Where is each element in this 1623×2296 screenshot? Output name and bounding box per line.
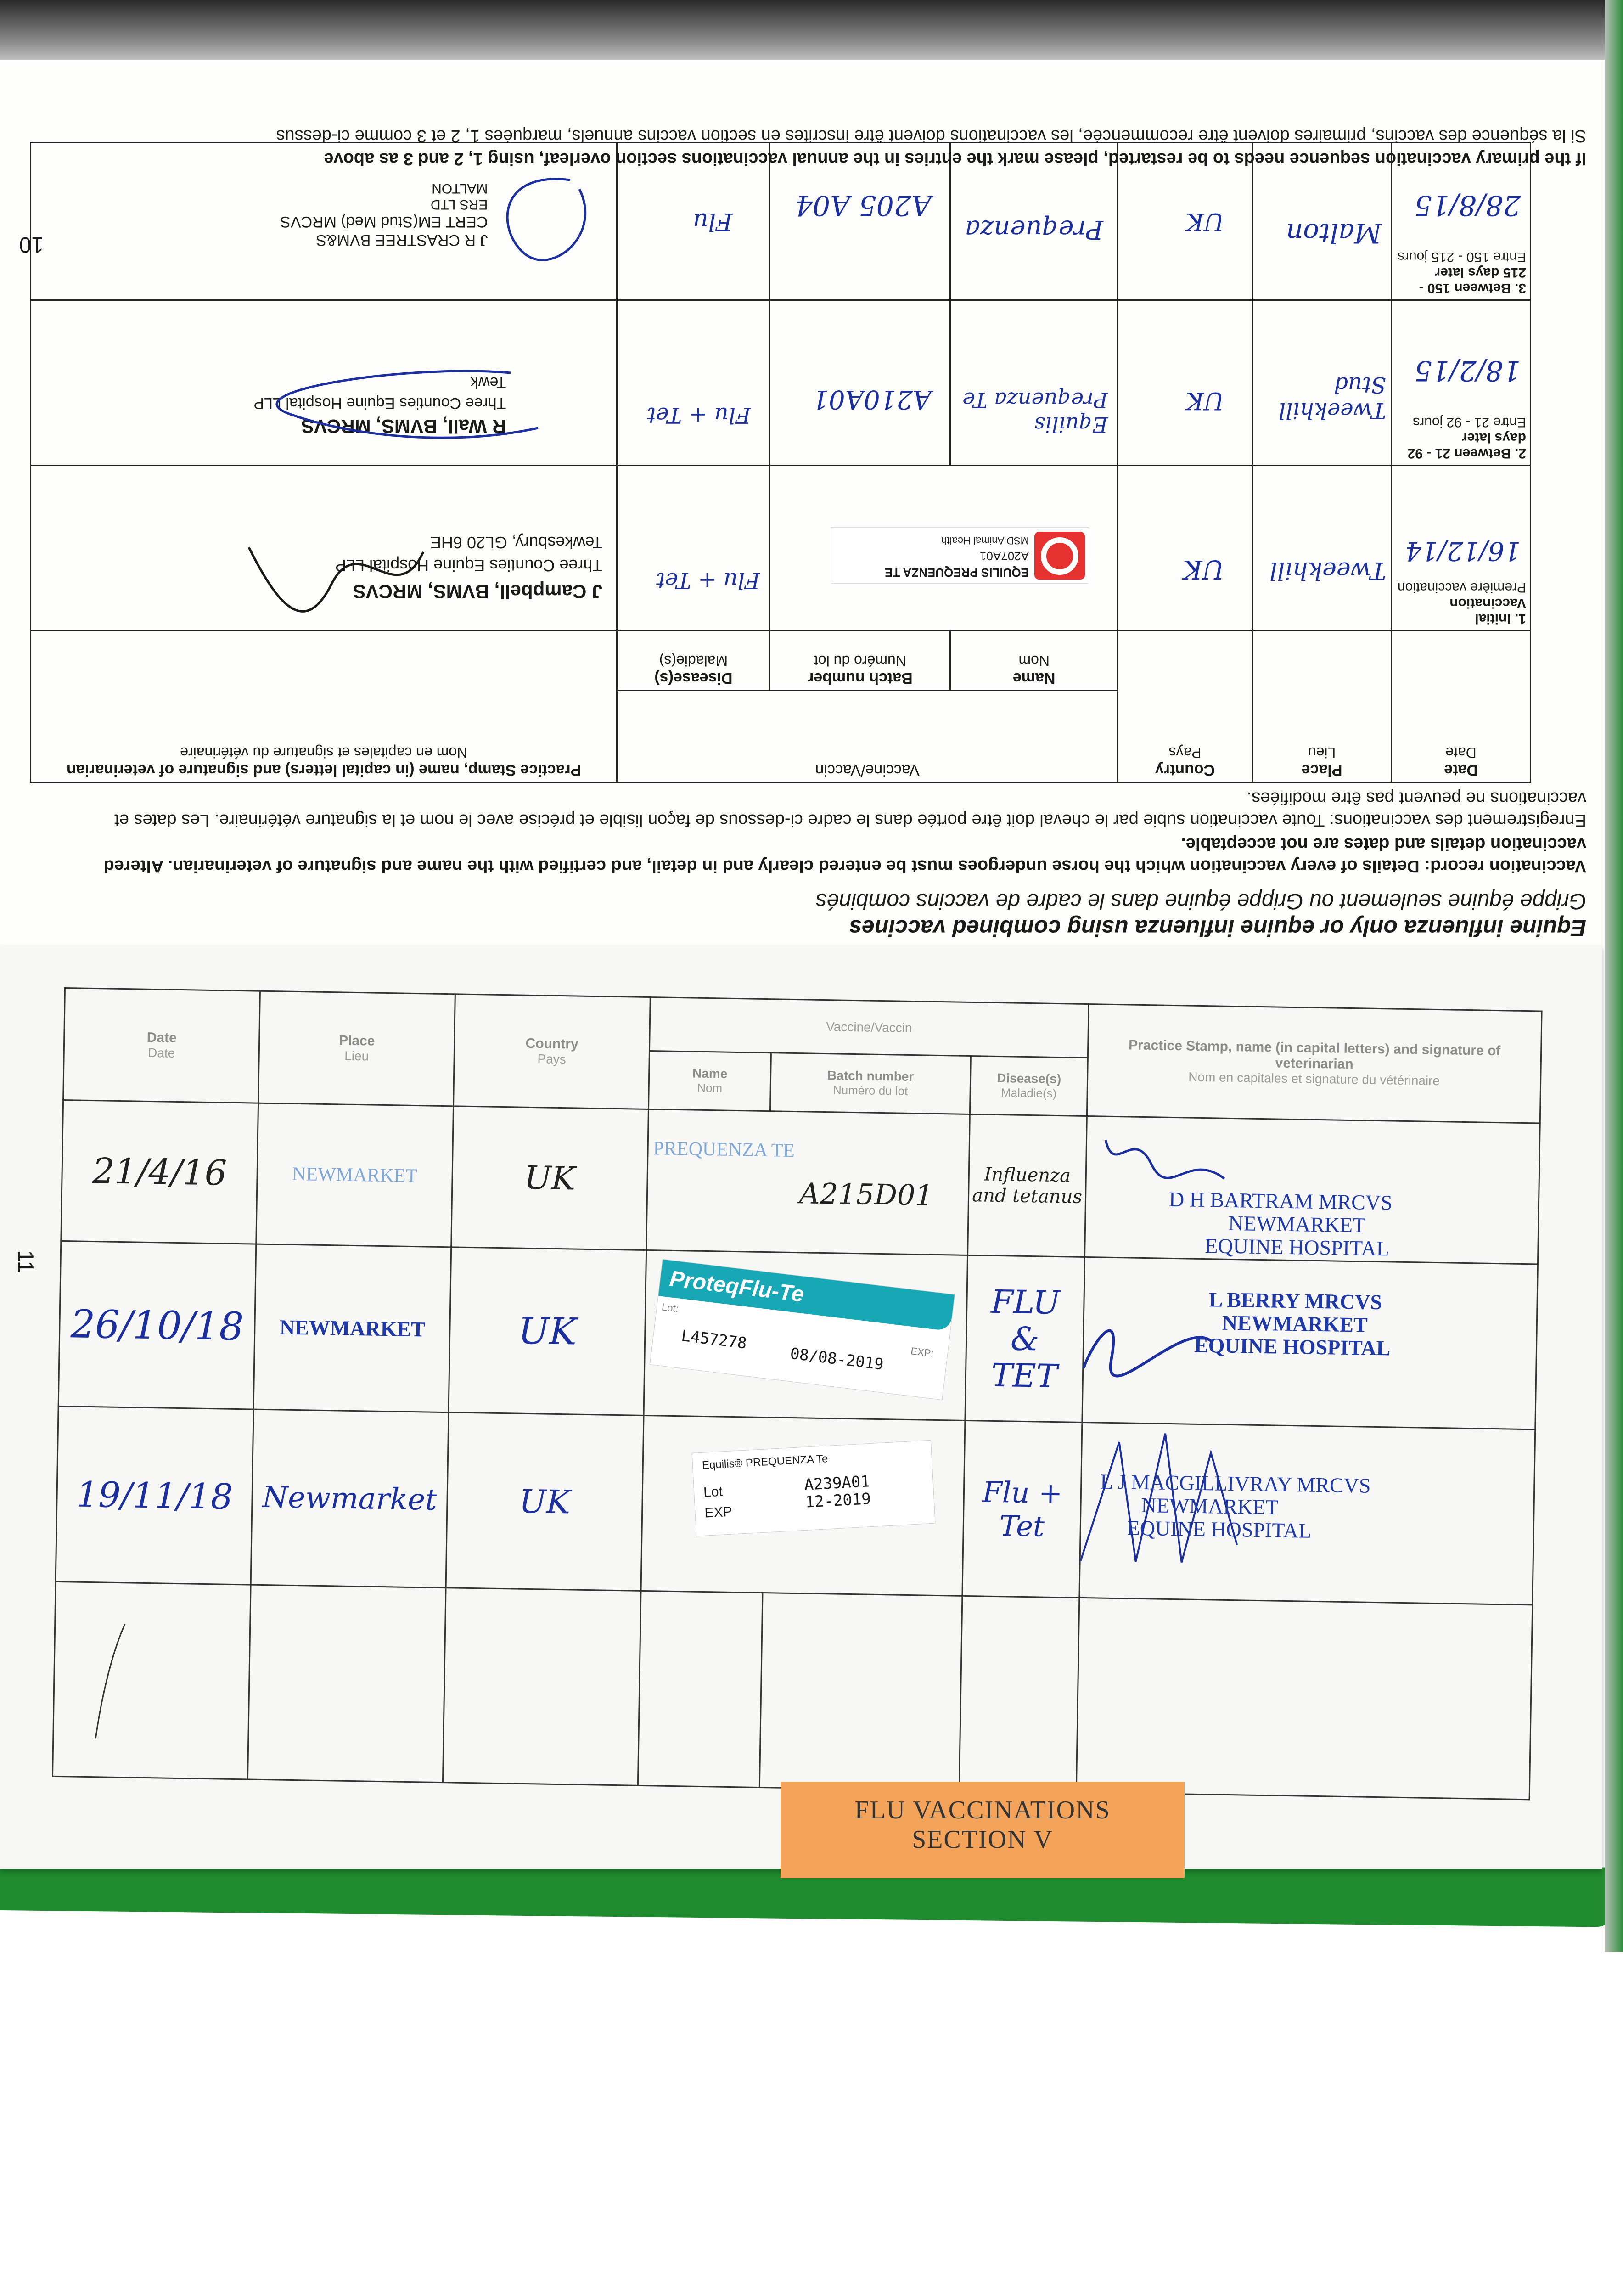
section-title-fr: Grippe équine seulement ou Grippe équine dans le cadre de vaccins combinés (815, 889, 1586, 913)
vaccine-brand-logo (1034, 532, 1085, 580)
vet-stamp-line3: EQUINE HOSPITAL (1194, 1333, 1391, 1360)
vet-stamp-line1: D H BARTRAM MRCVS (1168, 1187, 1393, 1215)
col-header-country-fr: Pays (1168, 744, 1202, 761)
vaccination-row-initial (31, 466, 1531, 631)
date-cell: 18/2/15 (1414, 355, 1521, 387)
batch-cell: A239A01 (803, 1472, 870, 1495)
date-cell: 21/4/16 (92, 1150, 227, 1194)
vet-stamp-line3: Tewkesbury, GL20 6HE (430, 533, 603, 552)
page-number-10: 10 (19, 232, 44, 257)
col-header-batch-fr: Numéro du lot (814, 653, 906, 669)
sticker-batch: A207A01 (980, 549, 1029, 563)
country-cell: UK (1186, 208, 1224, 235)
country-cell: UK (518, 1309, 577, 1353)
vet-signature (1095, 1121, 1234, 1197)
disease-cell: Flu + Tet (647, 402, 751, 428)
col-header-country: Country (525, 1036, 578, 1052)
col-header-disease: Disease(s) (654, 670, 733, 687)
row-label-second-fr: Entre 21 - 92 jours (1413, 415, 1526, 430)
vet-stamp-line4: MALTON (432, 181, 488, 196)
date-cell: 19/11/18 (76, 1474, 233, 1518)
batch-cell: A205 A04 (795, 189, 932, 221)
vet-stamp-line2: NEWMARKET (1141, 1493, 1279, 1519)
country-cell: UK (519, 1482, 571, 1521)
date-cell: 28/8/15 (1414, 189, 1521, 221)
col-header-disease-fr: Maladie(s) (659, 653, 728, 669)
vet-signature (272, 336, 547, 456)
section-tab-line1: FLU VACCINATIONS (854, 1796, 1111, 1824)
vet-stamp-line3: ERS LTD (430, 197, 488, 212)
col-header-batch: Batch number (827, 1068, 914, 1084)
section-tab (781, 1782, 1185, 1878)
col-header-country: Country (1155, 761, 1215, 779)
place-cell: Tweekhill Stud (1278, 372, 1386, 423)
page-number-11: 11 (13, 1250, 38, 1273)
sticker-brand: ProteqFlu-Te (668, 1266, 806, 1307)
date-cell: 16/12/14 (1405, 536, 1521, 566)
col-header-stamp: Practice Stamp, name (in capital letters) and signature of veterinarian (66, 761, 581, 779)
place-cell: Tweekhill (1269, 557, 1386, 584)
col-header-date: Date (1444, 761, 1478, 779)
sticker-exp-caption: EXP (704, 1504, 733, 1521)
annual-row-2 (58, 1241, 1538, 1430)
annual-vaccination-table (52, 987, 1543, 1800)
vet-stamp-line1: L J MACGILLIVRAY MRCVS (1100, 1470, 1371, 1498)
col-header-disease-fr: Maladie(s) (1000, 1086, 1057, 1101)
place-cell: NEWMARKET (279, 1315, 426, 1341)
col-header-batch: Batch number (808, 670, 913, 687)
date-cell: 26/10/18 (70, 1301, 244, 1350)
col-header-name: Name (692, 1066, 728, 1081)
col-header-name-fr: Nom (697, 1080, 723, 1095)
disease-cell: Flu (693, 208, 733, 235)
vet-stamp-line1: L BERRY MRCVS (1208, 1288, 1382, 1314)
record-instructions-fr: Enregistrement des vaccinations: Toute vaccination subie par le cheval doit être portée dans le cadre ci-dessous de façon lisible et précise avec le nom et la signature vétérinaire. Les dates et vaccinations ne peuvent pas être modifiées. (114, 788, 1586, 830)
col-header-country-fr: Pays (537, 1052, 567, 1067)
vet-stamp-line1: J Campbell, BVMS, MRCVS (353, 581, 603, 602)
row-label-second: 2. Between 21 - 92 days later (1407, 430, 1526, 461)
col-header-place-fr: Lieu (1308, 744, 1336, 761)
place-cell: NEWMARKET (292, 1163, 418, 1187)
annual-row-1 (61, 1100, 1540, 1264)
disease-cell: Influenza and tetanus (972, 1164, 1083, 1208)
col-header-place-fr: Lieu (344, 1048, 369, 1064)
col-header-vaccine: Vaccine/Vaccin (815, 761, 920, 779)
col-header-vaccine: Vaccine/Vaccin (826, 1019, 912, 1035)
vet-stamp-line2: Three Counties Equine Hospital LLP (253, 394, 506, 412)
section-title-en: Equine influenza only or equine influenza using combined vaccines (849, 915, 1586, 941)
col-header-batch-fr: Numéro du lot (832, 1083, 908, 1098)
sticker-brand: EQUILIS PREQUENZA TE (885, 566, 1029, 580)
place-cell: Malton (1286, 218, 1382, 249)
expiry-cell: 12-2019 (804, 1490, 871, 1512)
vaccine-name-cell: Equilis Prequenza Te (962, 388, 1108, 437)
vaccine-name-cell: PREQUENZA TE (653, 1137, 795, 1161)
restart-note-fr: Si la séquence des vaccins, primaires doivent être recommencée, les vaccinations doivent être inscrites en section vaccins annuels, marquées 1, 2 et 3 comme ci-dessus (276, 126, 1586, 146)
disease-cell: FLU & TET (990, 1283, 1061, 1395)
country-cell: UK (1186, 387, 1224, 414)
col-header-place: Place (1301, 761, 1342, 779)
annual-row-4-empty (53, 1581, 1533, 1799)
col-header-date: Date (146, 1030, 177, 1046)
passport-cover-top (0, 0, 1623, 69)
vet-stamp-line3: EQUINE HOSPITAL (1205, 1233, 1390, 1261)
col-header-date-fr: Date (147, 1046, 175, 1061)
sticker-brand: Equilis® PREQUENZA Te (702, 1452, 829, 1472)
col-header-stamp: Practice Stamp, name (in capital letters) and signature of veterinarian (1128, 1037, 1501, 1072)
vaccine-batch-sticker (650, 1259, 955, 1400)
vet-stamp-line2: Three Counties Equine Hospital LLP (335, 556, 603, 575)
vet-stamp-line3: EQUINE HOSPITAL (1127, 1516, 1312, 1543)
vaccine-name-cell: Prequenza (965, 214, 1103, 244)
batch-cell: A210A01 (812, 384, 932, 414)
row-label-initial: 1. Initial Vaccination (1449, 596, 1526, 626)
country-cell: UK (524, 1159, 576, 1198)
sticker-exp-caption: EXP: (910, 1345, 934, 1360)
vet-stamp-line1: R Wall, BVMS, MRCVS (301, 416, 506, 437)
sticker-lot-caption: Lot (703, 1484, 723, 1501)
expiry-cell: 08/08-2019 (789, 1344, 885, 1374)
col-header-name: Name (1012, 670, 1056, 687)
upper-page-rotated (0, 60, 1623, 946)
section-tab-line2: SECTION V (912, 1825, 1053, 1854)
vet-stamp-line3: Tewk (470, 374, 506, 391)
country-cell: UK (1183, 554, 1224, 584)
record-instructions-en: Vaccination record: Details of every vaccination which the horse undergoes must be entered clearly and in detail, and certified with the name and signature of veterinarian. Altered vaccination details and dates are not acceptable. (103, 834, 1586, 876)
vet-stamp-line2: NEWMARKET (1222, 1311, 1368, 1337)
sticker-lot-caption: Lot: (661, 1301, 680, 1315)
col-header-disease: Disease(s) (996, 1071, 1061, 1086)
disease-cell: Flu + Tet (982, 1475, 1063, 1543)
batch-cell: A215D01 (799, 1176, 934, 1212)
batch-cell: L457278 (680, 1327, 748, 1353)
disease-cell: Flu + Tet (656, 568, 760, 593)
row-label-initial-fr: Première vaccination (1397, 580, 1526, 595)
sticker-maker: MSD Animal Health (941, 535, 1029, 546)
vet-signature (240, 520, 432, 621)
col-header-stamp-fr: Nom en capitales et signature du vétérinaire (180, 744, 468, 761)
row-label-third: 3. Between 150 - 215 days later (1419, 265, 1526, 296)
vet-stamp-line2: NEWMARKET (1228, 1211, 1366, 1237)
col-header-date-fr: Date (1445, 744, 1477, 761)
vaccination-row-second (31, 300, 1531, 466)
stray-pen-mark (54, 1609, 148, 1748)
annual-row-3 (56, 1407, 1535, 1605)
restart-note-en: If the primary vaccination sequence needs to be restarted, please mark the entries in the annual vaccinations section overleaf, using 1, 2 and 3 as above (324, 149, 1586, 169)
vaccine-batch-sticker (831, 527, 1089, 584)
vet-signature (488, 162, 598, 281)
col-header-place: Place (338, 1033, 375, 1049)
vet-stamp-line2: CERT EM(Stud Med) MRCVS (280, 213, 488, 231)
initial-vaccination-table (30, 181, 1531, 783)
row-label-third-fr: Entre 150 - 215 jours (1397, 249, 1526, 264)
col-header-stamp-fr: Nom en capitales et signature du vétérinaire (1188, 1069, 1440, 1088)
vaccine-batch-sticker (692, 1440, 936, 1536)
place-cell: Newmarket (262, 1480, 438, 1517)
vet-stamp-line1: J R CRASTREE BVM&S (316, 231, 488, 249)
col-header-name-fr: Nom (1018, 653, 1050, 669)
